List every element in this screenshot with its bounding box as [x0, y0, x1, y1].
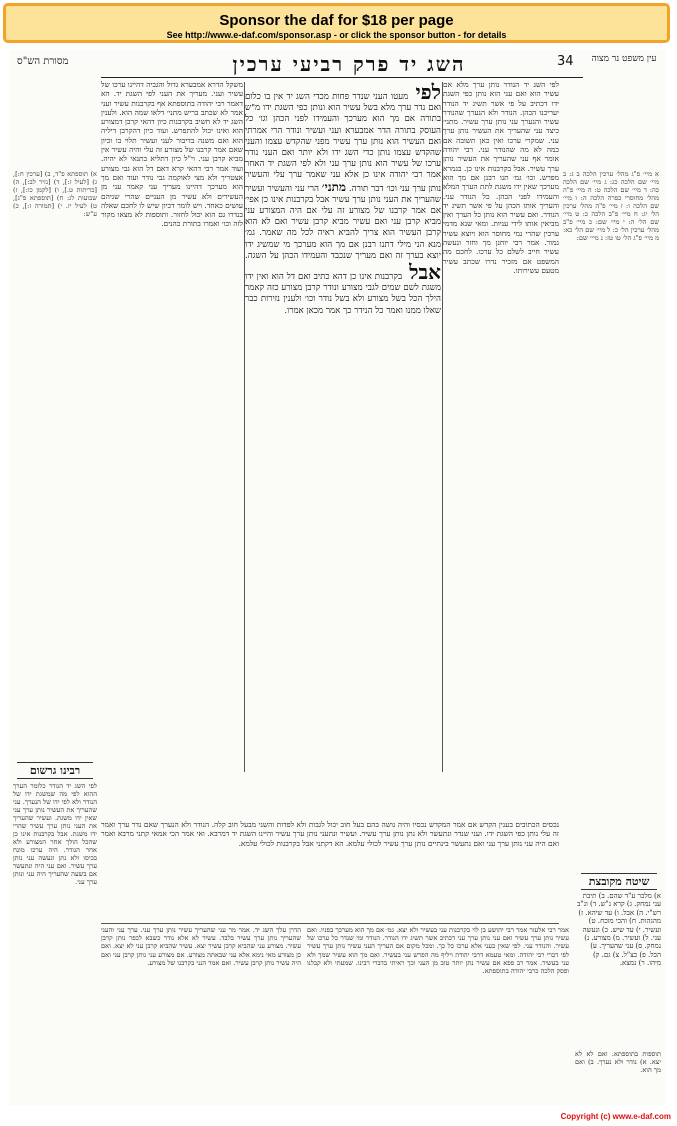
commentary-left-column [101, 80, 243, 770]
bottom-commentary-wide: נכסים הכתובים בענין הקדש אם אמר המקדש נכסיו והיה נושה בהם בעל חוב יכול לגבות ולא לפדות והשני מבעל חוב קלה. הנודר ולא הנערך שאם נדר ערך ואמר זה עלי נותן כפי השגת ידו. ועני שנדר ונתעשר ולא נתן נותן ערך עשיר. ועשיר ונתעני נותן ערך עשיר והיינו השגת יד דמרבא. ואי אמר הכי אמאי קתני מרבא ואמר ואם היה עני נותן ערך עני ואם נתעשר בינתיים נותן ערך עשיר לכולי עלמא. הא דקתני אבל בקרבנות לכולי עלמא. [101, 820, 559, 848]
ein-mishpat-label: עין משפט נר מצוה [591, 54, 657, 64]
bottom-rule [101, 923, 559, 924]
gemara-text: מעטו העני שנדר פחות מכדי השג יד אין בו כלום ואם נדר ערך מלא בשל עשיר הוא ונותן כפי השגת ידו מ"ש בתורה אם מך הוא מערכך והעמידו לפני הכהן וגו׳ כל העוסק בתורה הדר אמבערא ועני ועשיר ונודר הרי אמרתי ואם העשיר הוא נותן ערך עשיר מפני שהקדש עצמו והעני שהקדש עצמו נותן כדי השג ידו ולא יותר ואם העני נודר ערכו של עשיר הוא נותן ערך עני ולא לפי השגת יד האחר אמר רבי יהודה אינו כן אלא עני שאמר ערך עלי והעשיר נותן ערך עני וכו׳ דבר תורה. [245, 92, 441, 194]
gemara-text-3: בקרבנות אינו כן דהא כתיב ואם דל הוא ואין ידו משגת לשם שמים לגבי מצורע ונודר קרבן מצורע כזה קאמר הילך הכל בשל מצורע ולא בשל נודר וכו׳ ולענין נזירות כבר שאלו ממנו ואמר כל הנידר כך אמר מכאן אמרו. [245, 272, 441, 316]
header-rule [101, 77, 583, 78]
sponsor-banner-title[interactable]: Sponsor the daf for $18 per page [219, 12, 454, 29]
mishnah-marker: מתני׳ [321, 179, 347, 194]
ein-mishpat-column: א מיי׳ פ"ג מהל׳ ערכין הלכה ב ג: ב מיי׳ שם הלכה כג: ג מיי׳ שם הלכה כה: ד מיי׳ שם הלכה ט: ה מיי׳ פ"ה מהל׳ מחוסרי כפרה הלכה ה: ו מיי׳ שם הלכה ו: ז מיי׳ פ"ה מהל׳ ערכין הל׳ יג: ח מיי׳ פ"ב הלכה כ: ט מיי׳ שם הל׳ ה: י מיי׳ שם: כ מיי׳ פ"ב מהל׳ ערכין הל׳ כ: ל מיי׳ שם הל׳ כא: מ מיי׳ פ"ג הל׳ טו טז: נ מיי׳ שם: [563, 170, 659, 242]
bottom-commentary-a: אמר רבי אלעזר אמר רבי יהושע בן לוי בקרבנות עני בעשיר ולא יצא. גמ׳ אם מך הוא מערכך בפניו. ואם עשיר נותן ערך עשיר ואם עני נותן ערך עני דכתיב אשר תשיג ידו הנודר. הנודר ומי שנדר כל ערכו של עשיר. והנודר עני. לפי שאין בעני אלא ערכו כל כך. ומכל מקום אם העריך העני עשיר נותן ערך עשיר לפי דברי רבי יהודה. ומאי טעמא דרבי יהודה ויליף מה הפרש עני בעשיר. ואם מך הוא עשיר שמך ולא עני בעשיר. אמר רב פפא אם עשיר נתן יותר טוב מן העני וכך ראיתי בדברי רבינו. שמעתי ולא קבלנו ופסק הלכה כרבי יהודה בתוספתא. [307, 926, 569, 976]
talmud-page [9, 50, 665, 1105]
gemara-main-column [245, 82, 441, 817]
bottom-commentary-b: הדרן עלך השג יד. אמר מר עני שהעריך עשיר נותן ערך עני. ערך עני והעני שהעריך נותן ערך עשיר בלבד. עשיר לא אלא נודר כשבא לכפר נותן קרבן עשיר. מצורע עני שהביא קרבן עשיר יצא. עשיר שהביא קרבן עני לא יצא. ואם כן מצורע מאי נימא אלא עני שבאתה מצורע. אם מצורע עני נותן קרבן עני ואם היה עשיר נותן קרבן עשיר. ואם אמר הנני בקרבנו של מצורע. [101, 926, 301, 967]
column-divider [442, 82, 443, 772]
masoret-hashas-column: א) תוספתא פ"ד, ב) [ערכין ח:], ג) [לעיל ז:], ד) [נזיר לב:], ה) [כריתות ט.], ו) [לקמן כו:], ז) שבועות לג: ח) [תוספתא פ"ג], ט) לעיל יז. י) [תמורה ז:], כ) ע"ש: [13, 170, 97, 218]
sponsor-banner-subtitle[interactable]: See http://www.e-daf.com/sponsor.asp - or click the sponsor button - for details [166, 30, 507, 40]
commentary-right-text: לפי השג יד הנודר נותן ערך מלא אם עשיר הוא ואם עני הוא נותן כפי השגת ידו דכתיב על פי אשר תשיג יד הנודר יעריכנו הכהן. הנודר ולא הנערך שהנודר עשיר והנערך עני נותן ערך עשיר. מתני׳ כיצד עני שהעריך את העשיר נותן ערך עני. שמקרי ערכו ואין כאן תשובה אם כמה לא מה שהנודר עני. רבי יהודה אומר אף עני שהעריך את העשיר נותן ערך עשיר. אבל בקרבנות אינו כן. בגמרא מפרש. וכו׳ גמ׳ תנו רבנן אם מך הוא מערכך שאין ידו משגת לתת הערך המלא והעמידו לפני הכהן. כל הנודר עני. והעריך אותו הכהן על פי אשר תשיג יד הנודר. ואם עשיר הוא נותן כל הערך ואין מביאין אותו לידי עניות. ומאי שנא מדמי ערכין שהרי נמי מחוסר הוא ויוצא עשיר גמור. אמר רבי יוחנן מך וחזר ונעשה עשיר חייב לשלם כל ערכו. לחכם מה המשפט אם מזכיר נדרו שכתב עשיר מטעם עשירותו. [443, 80, 559, 275]
masoret-hashas-label: מסורת הש"ס [17, 56, 69, 67]
opening-word: לפי [415, 82, 441, 104]
page-title: השג יד פרק רביעי ערכין [232, 52, 466, 76]
rabbeinu-gershom-title: רבינו גרשום [17, 762, 93, 779]
bottom-notes-right: תוספות בתוספתא. ואם לא לא יצא. א) נודר ולא נערך. ב) ואם מך הוא. [575, 1050, 661, 1074]
section-word: אבל [409, 260, 441, 285]
page-number: 34 [557, 54, 574, 69]
rabbeinu-gershom-text: לפי השג יד הנודר כלומר הערך ההוא לפי מה שמשגת ידו של הנודר ולא לפי ידו של הנערך. עני שהעריך את העשיר נותן ערך עני שאין ידו משגת. ועשיר שהעריך את העני נותן ערך עשיר שהרי ידו משגת. אבל בקרבנות אינו כן שהכל הולך אחר המצורע ולא אחר הנודר. היה ערכו מונח בכיסו ולא נתן ונעשה עני נותן ערך עשיר. ואם עני היה ונתעשר אם בשעה שהעריך היה עני ונותן ערך עני. [13, 782, 97, 886]
column-divider [244, 82, 245, 772]
shita-mekubetzet-list: א) מלכר ע"ד שהם. ב) תיבת עני נמחק. ג) קרא נ"ש. ד) ונ"ב רש"י. ה) אבל. ו) עד שיהא. ז) מהגהות. ח) והכי מוכח. ט) ועשיר. י) עד שיש. כ) ונעשה עני. ל) ועשיר. מ) מצורע. נ) נמחק. ס) עני שהעריך. ע) הכל. פ) כצ"ל. צ) גם. ק) מיהו. ר) נמצא. [577, 892, 661, 968]
commentary-left-text: משקל הדרא אמבערא גדול והגביה דהיינו ערכו של עשיר ועני. מעריך את העני לפי השגת יד. הא דאמר רבי יהודה בתוספתא אף בקרבנות עשיר ועני אמר לא שכתב בריש מתני׳ דלאו שמה הוא. ולענין השג יד לא חשיב בקרבנות כיון דהאי קרבן דמצורע הוא ואינו יכול להתפרש. ועוד כיון דהקרבן דיליה הוא ואם משנה בדיבור לעני ועשיר תלוי בו וכיון שאם אמר קרבנו של מצורע זה עלי והיה עשיר אין מביא קרבן עני. וי"ל כיון דתליא בתנאי לא יהיה. ועוד אמר רבי דהאי קרא דאם דל הוא גבי מצורע אצטריך ולא מצי לאוקמה גבי נודר ועוד ואם מך הוא מערכך דהיינו מעריך עני קאמר עני מן העשירים ולא עשיר מן העניים שהרי שניהם עושים כאחד. ויש לומר דכיון שיש לו לחכם שאלה בנדרו גם הוא יכול לחזור. ותוספות לא מצאו מקור לזה וכו׳ ואמרו בתורת כהנים. [101, 80, 243, 229]
shita-mekubetzet-title: שיטה מקובצת [581, 873, 657, 890]
sponsor-banner[interactable] [3, 3, 670, 43]
gemara-text-2: הרי עני והעשיר ועשיר שהעריך את העני נותן ערך עשיר אבל בקרבנות אינו כן אפי׳ אם אמר קרבנו של מצורע זה עלי אם היה המצורע עני מביא קרבן עני ואם עשיר מביא קרבן עשיר ואם לא הוא קרבן העשיר הוא צריך להביא ראיה לכל מה שאמר. גמ׳ מנא הני מילי דתנו רבנן אם מך הוא מערכך מי שמשיג ידו יוצא בערך זה ואם מעריך שנכבד והעמידו הכהן על השגה. [245, 183, 441, 261]
commentary-right-column [443, 80, 559, 775]
copyright-notice: Copyright (c) www.e-daf.com [560, 1112, 671, 1121]
